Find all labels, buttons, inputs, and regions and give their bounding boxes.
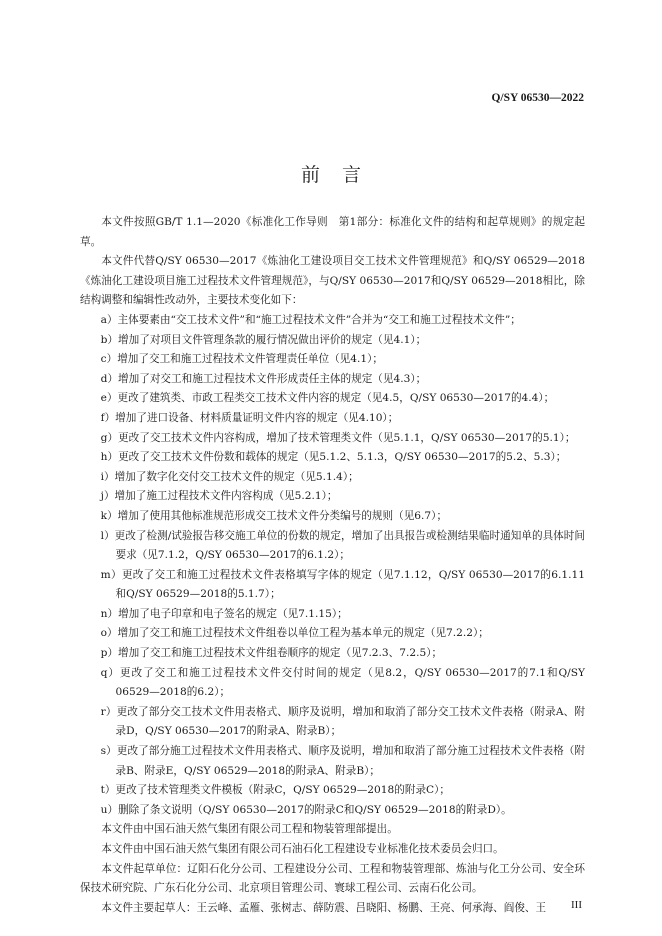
committee-paragraph: 本文件由中国石油天然气集团有限公司石油石化工程建设专业标准化技术委员会归口。 — [101, 843, 504, 855]
change-item-h: h）更改了交工技术文件份数和载体的规定（见5.1.2、5.1.3，Q/SY 06530—2017的5.2、5.3）； — [100, 451, 567, 464]
change-item-p: p）增加了交工和施工过程技术文件组卷顺序的规定（见7.2.3、7.2.5）； — [100, 647, 443, 660]
proposer-paragraph: 本文件由中国石油天然气集团有限公司工程和物装管理部提出。 — [101, 823, 398, 836]
change-item-t: t）更改了技术管理类文件模板（附录C，Q/SY 06529—2018的附录C）； — [100, 784, 451, 797]
change-item-l: l）更改了检测/试验报告移交施工单位的份数的规定，增加了出具报告或检测结果临时通知单的具体时间要求（见7.1.2，Q/SY 06530—2017的6.1.2）； — [100, 529, 585, 562]
document-body — [80, 213, 585, 918]
change-item-j: j）增加了施工过程技术文件内容构成（见5.2.1）； — [100, 490, 338, 503]
change-item-c: c）增加了交工和施工过程技术文件管理责任单位（见4.1）； — [100, 353, 383, 366]
change-item-r: r）更改了部分交工技术文件用表格式、顺序及说明，增加和取消了部分交工技术文件表格（附录A、附录D，Q/SY 06530—2017的附录A、附录B）； — [100, 705, 585, 738]
change-item-s: s）更改了部分施工过程技术文件用表格式、顺序及说明，增加和取消了部分施工过程技术文件表格（附录B、附录E，Q/SY 06529—2018的附录A、附录B）； — [100, 745, 585, 777]
change-item-q: q）更改了交工和施工过程技术文件交付时间的规定（见8.2，Q/SY 06530—2017的7.1和Q/SY 06529—2018的6.2）； — [100, 666, 585, 699]
change-item-o: o）增加了交工和施工过程技术文件组卷以单位工程为基本单元的规定（见7.2.2）； — [100, 627, 489, 640]
change-item-b: b）增加了对项目文件管理条款的履行情况做出评价的规定（见4.1）； — [100, 333, 427, 346]
change-item-m: m）更改了交工和施工过程技术文件表格填写字体的规定（见7.1.12，Q/SY 06530—2017的6.1.11和Q/SY 06529—2018的5.1.7）； — [100, 568, 585, 601]
drafters-paragraph: 本文件主要起草人：王云峰、孟雁、张树志、薛防震、吕晓阳、杨鹏、王亮、何承海、阎俊、王 — [101, 901, 547, 914]
change-item-f: f）增加了进口设备、材料质量证明文件内容的规定（见4.10）； — [100, 411, 399, 424]
change-item-d: d）增加了对交工和施工过程技术文件形成责任主体的规定（见4.3）； — [100, 372, 427, 385]
change-item-u: u）删除了条文说明（Q/SY 06530—2017的附录C和Q/SY 06529—2018的附录D）。 — [100, 803, 512, 816]
standard-code: Q/SY 06530—2022 — [491, 92, 584, 104]
change-item-n: n）增加了电子印章和电子签名的规定（见7.1.15）； — [100, 607, 348, 620]
page-title: 前言 — [300, 164, 383, 186]
page-number: III — [571, 899, 582, 911]
change-item-k: k）增加了使用其他标准规范形成交工技术文件分类编号的规则（见6.7）； — [100, 509, 448, 522]
change-item-g: g）更改了交工技术文件内容构成，增加了技术管理类文件（见5.1.1，Q/SY 06530—2017的5.1）； — [100, 431, 576, 444]
change-item-i: i）增加了数字化交付交工技术文件的规定（见5.1.4）； — [100, 470, 359, 483]
intro-paragraph: 本文件代替Q/SY 06530—2017《炼油化工建设项目交工技术文件管理规范》和Q/SY 06529—2018《炼油化工建设项目施工过程技术文件管理规范》，与Q/SY 06530—2017和Q/SY 06529—2018相比，除结构调整和编辑性改动外，主要技术变化如下： — [80, 255, 585, 307]
change-item-e: e）更改了建筑类、市政工程类交工技术文件内容的规定（见4.5，Q/SY 06530—2017的4.4）； — [100, 392, 555, 405]
change-item-a: a）主体要素由“交工技术文件”和“施工过程技术文件”合并为“交工和施工过程技术文件”； — [100, 313, 521, 326]
intro-paragraph: 本文件按照GB/T 1.1—2020《标准化工作导则 第1部分：标准化文件的结构和起草规则》的规定起草。 — [80, 216, 585, 248]
drafting-units-paragraph: 本文件起草单位：辽阳石化分公司、工程建设分公司、工程和物装管理部、炼油与化工分公司、安全环保技术研究院、广东石化分公司、北京项目管理公司、寰球工程公司、云南石化公司。 — [80, 862, 585, 895]
